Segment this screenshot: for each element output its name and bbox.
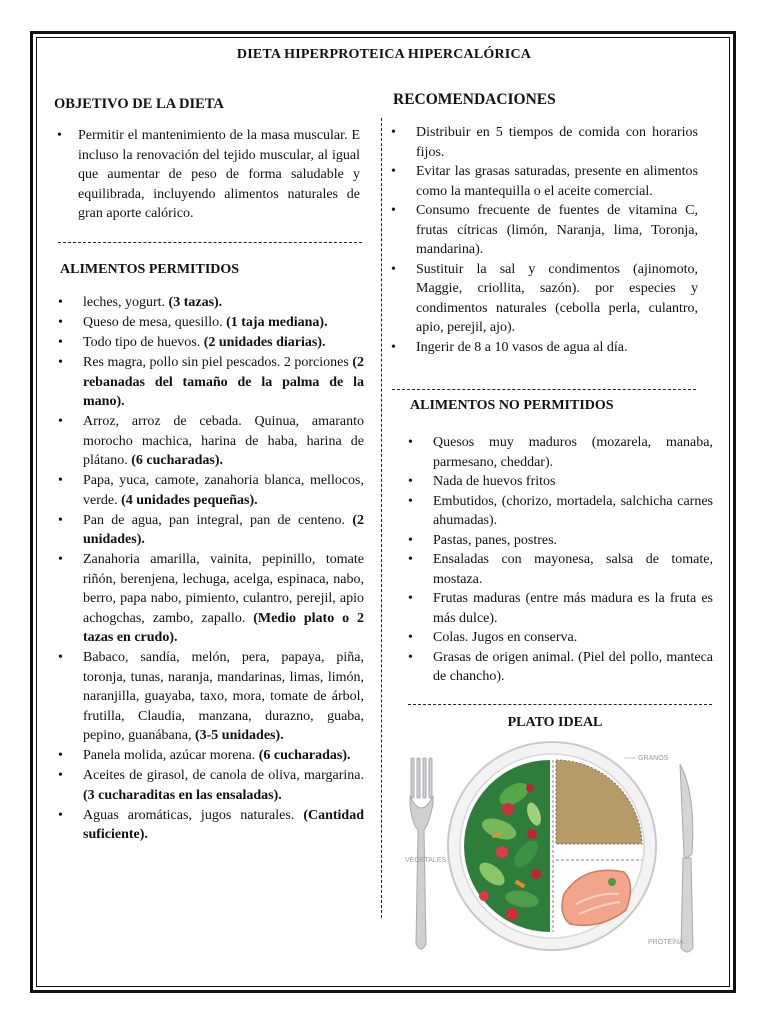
column-divider: [381, 118, 382, 918]
item-text: Pan de agua, pan integral, pan de centeno.: [83, 512, 353, 528]
list-item: [55, 806, 364, 845]
recomendaciones-list: [388, 123, 698, 357]
item-portion: (2 rebanadas del tamaño de la palma de la mano).: [83, 355, 364, 409]
item-text: Aceites de girasol, de canola de oliva, margarina.: [83, 768, 364, 783]
divider-right-bottom: [408, 704, 712, 705]
item-portion: (Cantidad suficiente).: [83, 807, 364, 842]
item-text: Zanahoria amarilla, vainita, pepinillo, tomate riñón, berenjena, lechuga, acelga, espinaca, nabo, berro, papa nabo, pimiento, culantro, perejil, apio achogchas, zambo, zapallo.: [83, 552, 364, 626]
list-item: [55, 648, 364, 746]
list-item: [55, 471, 364, 510]
list-item: • Grasas de origen animal. (Piel del pollo, manteca de chancho).: [405, 648, 713, 687]
item-portion: (1 taja mediana).: [226, 315, 328, 330]
item-text: Papa, yuca, camote, zanahoria blanca, mellocos, verde.: [83, 473, 364, 508]
objetivo-list: [54, 126, 360, 224]
proteina-label: PROTEÍNA: [648, 939, 684, 946]
granos-label: GRANOS: [638, 755, 669, 762]
item-text: Queso de mesa, quesillo.: [83, 315, 227, 330]
list-item: • Permitir el mantenimiento de la masa muscular. E incluso la renovación del tejido muscular, al igual que aumentar de peso de forma saludable y equilibrada, incluyendo alimentos naturales de gran aporte calórico.: [54, 126, 360, 224]
item-text: Arroz, arroz de cebada. Quinua, amaranto morocho machica, harina de haba, harina de plátano.: [83, 414, 364, 468]
permitidos-heading: ALIMENTOS PERMITIDOS: [60, 262, 240, 277]
list-item: • Evitar las grasas saturadas, presente en alimentos como la mantequilla o el aceite comercial.: [388, 162, 698, 201]
list-item: • Pastas, panes, postres.: [405, 531, 713, 551]
plato-heading: PLATO IDEAL: [507, 715, 603, 730]
objetivo-heading: OBJETIVO DE LA DIETA: [54, 96, 224, 112]
list-item: • Distribuir en 5 tiempos de comida con horarios fijos.: [388, 123, 698, 162]
list-item: [55, 293, 364, 313]
item-portion: (4 unidades pequeñas).: [121, 492, 258, 508]
list-item: [55, 333, 364, 353]
list-item: [55, 766, 364, 805]
item-text: Panela molida, azúcar morena.: [83, 748, 259, 763]
list-item: [55, 412, 364, 471]
divider-left: [58, 242, 362, 243]
list-item: [55, 550, 364, 648]
permitidos-list: [55, 293, 364, 845]
item-portion: (2 unidades).: [83, 512, 364, 547]
item-text: Res magra, pollo sin piel pescados. 2 porciones: [83, 355, 353, 370]
list-item: [55, 313, 364, 333]
no-permitidos-list: [405, 433, 713, 687]
list-item: • Ingerir de 8 a 10 vasos de agua al día.: [388, 338, 698, 358]
item-portion: (6 cucharadas).: [131, 453, 223, 468]
list-item: • Frutas maduras (entre más madura es la fruta es más dulce).: [405, 589, 713, 628]
item-text: leches, yogurt.: [83, 295, 169, 310]
knife-icon: [680, 764, 693, 952]
ideal-plate-illustration: [404, 734, 706, 960]
list-item: [55, 746, 364, 766]
item-portion: (3 cucharaditas en las ensaladas).: [83, 787, 282, 803]
list-item: • Nada de huevos fritos: [405, 472, 713, 492]
document-title: DIETA HIPERPROTEICA HIPERCALÓRICA: [236, 47, 532, 62]
item-portion: (2 unidades diarias).: [203, 335, 326, 350]
item-portion: (3 tazas).: [168, 295, 223, 310]
grains-section: [556, 760, 642, 844]
fork-icon: [410, 758, 433, 949]
item-text: Todo tipo de huevos.: [83, 335, 204, 350]
list-item: • Sustituir la sal y condimentos (ajinomoto, Maggie, criollita, sazón). por especies y condimentos naturales (cebolla perla, culantro, apio, perejil, ajo).: [388, 260, 698, 338]
item-text: Babaco, sandía, melón, pera, papaya, piña, toronja, tunas, naranja, mandarinas, limas, limón, naranjilla, guayaba, taxo, mora, tomate de árbol, frutilla, Claudia, manzana, durazno, guaba, pepino, guanábana,: [83, 650, 364, 743]
protein-section: [556, 850, 642, 932]
item-portion: (Medio plato o 2 tazas en crudo).: [83, 610, 364, 645]
divider-right-top: [392, 389, 696, 390]
list-item: • Consumo frecuente de fuentes de vitamina C, frutas cítricas (limón, Naranja, lima, Toronja, mandarina).: [388, 201, 698, 260]
no-permitidos-heading: ALIMENTOS NO PERMITIDOS: [410, 398, 614, 413]
list-item: • Ensaladas con mayonesa, salsa de tomate, mostaza.: [405, 550, 713, 589]
list-item: • Quesos muy maduros (mozarela, manaba, parmesano, cheddar).: [405, 433, 713, 472]
list-item: • Colas. Jugos en conserva.: [405, 628, 713, 648]
list-item: [55, 511, 364, 550]
list-item: • Embutidos, (chorizo, mortadela, salchicha carnes ahumadas).: [405, 492, 713, 531]
list-item: [55, 353, 364, 412]
recomendaciones-heading: RECOMENDACIONES: [393, 91, 556, 108]
vegetales-label: VEGETALES: [405, 857, 447, 864]
item-portion: (6 cucharadas).: [258, 748, 351, 763]
item-text: Aguas aromáticas, jugos naturales.: [83, 807, 304, 823]
item-portion: (3-5 unidades).: [194, 728, 284, 743]
